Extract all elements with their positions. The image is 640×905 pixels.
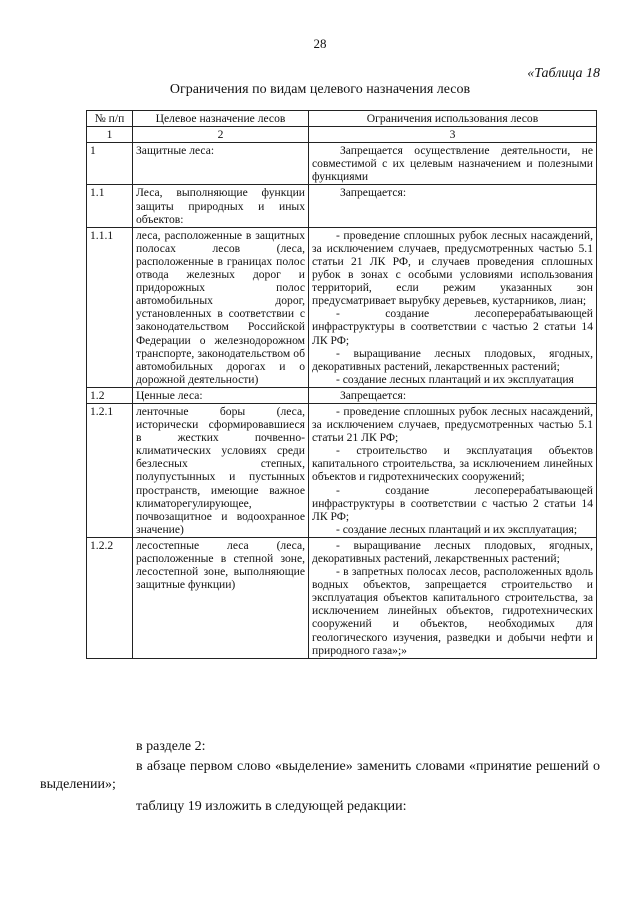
restriction-item: - строительство и эксплуатация объектов капитального строительства, за исключением линейных объектов и гидротехнических сооружений; — [312, 444, 593, 484]
restriction-item: - выращивание лесных плодовых, ягодных, декоративных растений, лекарственных растений; — [312, 538, 593, 565]
restrictions-table — [86, 110, 597, 659]
row-restrictions — [309, 403, 597, 537]
table-row — [87, 143, 597, 185]
row-purpose: леса, расположенные в защитных полосах лесов (леса, расположенные в границах полос отвода железных дорог и придорожных полос автомобильных дорог, установленных в соответствии с законодательством Российской Федерации о железнодорожном транспорте, законодательством об автомобильных дорогах и о дорожной деятельности) — [133, 227, 309, 387]
restriction-item: Запрещается: — [340, 388, 407, 402]
column-number: 1 — [87, 127, 133, 143]
header-restrictions: Ограничения использования лесов — [309, 111, 597, 127]
restriction-item: - в запретных полосах лесов, расположенных вдоль водных объектов, запрещается строительство и эксплуатация объектов капитального строительства, за исключением линейных объектов, гидротехнических сооружений и объектов, необходимых для геологического изучения, разведки и добычи нефти и природного газа»;» — [312, 565, 593, 657]
row-purpose: Леса, выполняющие функции защиты природных и иных объектов: — [133, 185, 309, 227]
row-number: 1.2.1 — [87, 403, 133, 537]
row-restrictions — [309, 537, 597, 658]
row-number: 1.2 — [87, 387, 133, 403]
row-number: 1 — [87, 143, 133, 185]
page-number: 28 — [313, 36, 327, 51]
row-restrictions — [309, 387, 597, 403]
table-reference: «Таблица 18 — [527, 66, 600, 81]
restriction-item: - создание лесоперерабатывающей инфраструктуры в соответствии с частью 2 статьи 14 ЛК РФ; — [312, 307, 593, 347]
restriction-item: - создание лесных плантаций и их эксплуатация — [336, 372, 574, 386]
amendment-paragraph: в разделе 2: — [136, 739, 206, 754]
table-header-row — [87, 111, 597, 127]
restriction-item: Запрещается: — [340, 186, 407, 200]
amendment-paragraph — [40, 758, 600, 794]
row-number: 1.2.2 — [87, 537, 133, 658]
amendment-paragraph: таблицу 19 изложить в следующей редакции: — [136, 799, 407, 814]
row-number: 1.1 — [87, 185, 133, 227]
amendment-text: в абзаце первом слово «выделение» заменить словами «принятие решений о выделении»; — [40, 759, 600, 792]
restriction-item: - создание лесных плантаций и их эксплуатация; — [336, 522, 578, 536]
row-purpose: Защитные леса: — [133, 143, 309, 185]
table-title: Ограничения по видам целевого назначения лесов — [169, 82, 471, 97]
row-purpose: лесостепные леса (леса, расположенные в степной зоне, лесостепной зоне, выполняющие защитные функции) — [133, 537, 309, 658]
header-number: № п/п — [87, 111, 133, 127]
row-purpose: ленточные боры (леса, исторически сформировавшиеся в жестких почвенно-климатических условиях среди безлесных степных, полупустынных и пустынных пространств, имеющие важное климаторегулирующее, почвозащитное и водоохранное значение) — [133, 403, 309, 537]
table-row — [87, 185, 597, 227]
row-restrictions — [309, 185, 597, 227]
table-row — [87, 403, 597, 537]
row-purpose: Ценные леса: — [133, 387, 309, 403]
table-row — [87, 227, 597, 387]
header-purpose: Целевое назначение лесов — [133, 111, 309, 127]
restriction-item: Запрещается осуществление деятельности, не совместимой с их целевым назначением и полезными функциями — [312, 144, 593, 184]
row-restrictions — [309, 227, 597, 387]
row-restrictions — [309, 143, 597, 185]
row-number: 1.1.1 — [87, 227, 133, 387]
table-row — [87, 537, 597, 658]
restriction-item: - создание лесоперерабатывающей инфраструктуры в соответствии с частью 2 статьи 14 ЛК РФ; — [312, 483, 593, 523]
column-number: 3 — [309, 127, 597, 143]
table-row — [87, 387, 597, 403]
restriction-item: - проведение сплошных рубок лесных насаждений, за исключением случаев, предусмотренных частью 5.1 статьи 21 ЛК РФ; — [312, 404, 593, 445]
column-number-row — [87, 127, 597, 143]
restriction-item: - выращивание лесных плодовых, ягодных, декоративных растений, лекарственных растений; — [312, 346, 593, 373]
restriction-item: - проведение сплошных рубок лесных насаждений, за исключением случаев, предусмотренных частью 5.1 статьи 21 ЛК РФ, и случаев проведения сплошных рубок в зонах с особыми условиями использования территорий, если режим указанных зон предусматривает вырубку деревьев, кустарников, лиан; — [312, 228, 593, 308]
column-number: 2 — [133, 127, 309, 143]
